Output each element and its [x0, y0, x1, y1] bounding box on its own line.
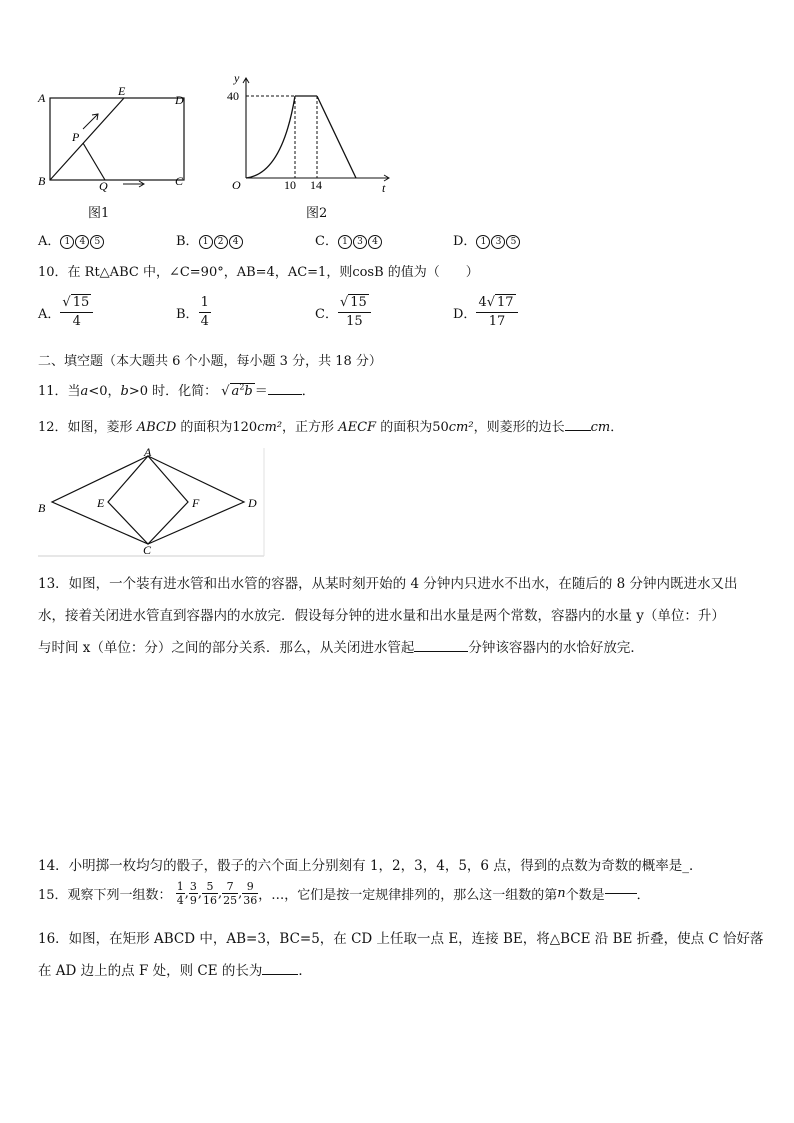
fig2-label-y: y	[234, 71, 240, 85]
fig1-label-B: B	[38, 174, 46, 188]
q16-line-2: 在 AD 边上的点 F 处，则 CE 的长为 ．	[38, 963, 312, 979]
answer-blank[interactable]	[268, 394, 302, 395]
fig3-label-D: D	[248, 496, 257, 510]
fig2-label-10: 10	[284, 178, 296, 192]
circled-number: 1	[338, 235, 352, 249]
figure-1-rectangle	[36, 82, 196, 202]
fraction: $\frac{9}{36}$	[243, 880, 258, 907]
figure-2-graph	[222, 72, 397, 197]
circled-number: 2	[214, 235, 228, 249]
fraction: $\frac{√ 15}{15}$	[338, 294, 371, 331]
q10-option-a[interactable]	[38, 294, 93, 331]
option-letter: B．	[176, 307, 199, 322]
q13-line-3: 与时间 x（单位：分）之间的部分关系．那么，从关闭进水管起 分钟该容器内的水恰好放完．	[38, 640, 644, 656]
fig1-label-E: E	[118, 84, 126, 98]
fig1-label-P: P	[72, 130, 80, 144]
fig2-label-t: t	[382, 181, 386, 195]
option-letter: B．	[176, 234, 199, 249]
fig1-label-C: C	[175, 174, 184, 188]
option-letter: A．	[38, 307, 61, 322]
fig1-label-Q: Q	[99, 179, 108, 193]
fig2-label-40: 40	[227, 89, 239, 103]
fig2-label-14: 14	[310, 178, 322, 192]
q10-stem: 10．在 Rt△ABC 中，∠C=90°，AB=4，AC=1，则cosB 的值为（ ）	[38, 265, 479, 280]
q10-option-d[interactable]	[453, 294, 518, 331]
fig1-caption: 图1	[88, 206, 110, 221]
circled-number: 4	[229, 235, 243, 249]
fraction: $\frac{4√ 17}{17}$	[476, 294, 517, 331]
q9-option-b[interactable]	[176, 230, 244, 249]
circled-number: 1	[476, 235, 490, 249]
fig2-label-o: O	[232, 178, 241, 192]
fig3-label-F: F	[192, 496, 200, 510]
answer-blank[interactable]	[565, 430, 591, 431]
fig1-label-A: A	[38, 91, 46, 105]
q10-option-c[interactable]	[315, 294, 371, 331]
q9-option-a[interactable]	[38, 230, 105, 249]
answer-blank[interactable]	[605, 893, 637, 894]
circled-number: 3	[491, 235, 505, 249]
q9-option-c[interactable]	[315, 230, 383, 249]
circled-number: 5	[506, 235, 520, 249]
q13-line-1: 13．如图，一个装有进水管和出水管的容器，从某时刻开始的 4 分钟内只进水不出水，在随后的 8 分钟内既进水又出	[38, 576, 738, 592]
option-letter: A．	[38, 234, 61, 249]
option-letter: C．	[315, 307, 338, 322]
q14: 14．小明掷一枚均匀的骰子，骰子的六个面上分别刻有 1，2，3，4，5，6 点，得到的点数为奇数的概率是_．	[38, 858, 703, 874]
fraction: $\frac{3}{9}$	[189, 880, 197, 907]
option-letter: D．	[453, 234, 477, 249]
sqrt-expression: √ $a^2b$	[221, 382, 253, 399]
section-2-heading: 二、填空题（本大题共 6 个小题，每小题 3 分，共 18 分）	[38, 354, 382, 369]
q12: 12．如图，菱形 ABCD 的面积为120cm²，正方形 AECF 的面积为50cm²，则菱形的边长 cm．	[38, 420, 624, 435]
circled-number: 1	[60, 235, 74, 249]
fraction: $\frac{1}{4}$	[200, 295, 209, 329]
fig3-label-A: A	[144, 445, 152, 459]
q10-option-b[interactable]	[176, 294, 211, 331]
q15: 15．观察下列一组数： $\frac{1}{4}$ , $\frac{3}{9}$ , $\frac{5}{16}$ , $\frac{7}{25}$ , $\frac{9}{36}$ ，…，它们是按一定规律排列的，那么这一组数的第n个数是 ．	[38, 880, 650, 907]
option-letter: C．	[315, 234, 338, 249]
circled-number: 5	[90, 235, 104, 249]
figure-3-rhombus	[36, 444, 266, 558]
answer-blank[interactable]	[414, 651, 468, 652]
fraction: $\frac{5}{16}$	[202, 880, 217, 907]
option-letter: D．	[453, 307, 477, 322]
circled-number: 1	[199, 235, 213, 249]
fraction: $\frac{√ 15}{4}$	[60, 294, 93, 331]
q16-line-1: 16．如图，在矩形 ABCD 中，AB=3，BC=5，在 CD 上任取一点 E，连接 BE，将△BCE 沿 BE 折叠，使点 C 恰好落	[38, 931, 764, 947]
fig2-caption: 图2	[306, 206, 328, 221]
fig3-label-C: C	[143, 543, 152, 557]
q13-line-2: 水，接着关闭进水管直到容器内的水放完．假设每分钟的进水量和出水量是两个常数，容器内的水量 y（单位：升）	[38, 608, 725, 624]
circled-number: 4	[75, 235, 89, 249]
fraction: $\frac{1}{4}$	[176, 880, 184, 907]
circled-number: 3	[353, 235, 367, 249]
fig3-label-E: E	[97, 496, 105, 510]
answer-blank[interactable]	[262, 974, 298, 975]
q11: 11．当a<0，b>0 时．化简： √ $a^2b$ ＝ ．	[38, 382, 315, 399]
fig1-label-D: D	[175, 93, 184, 107]
circled-number: 4	[368, 235, 382, 249]
q9-option-d[interactable]	[453, 230, 521, 249]
fraction: $\frac{7}{25}$	[223, 880, 238, 907]
fig3-label-B: B	[38, 501, 46, 515]
